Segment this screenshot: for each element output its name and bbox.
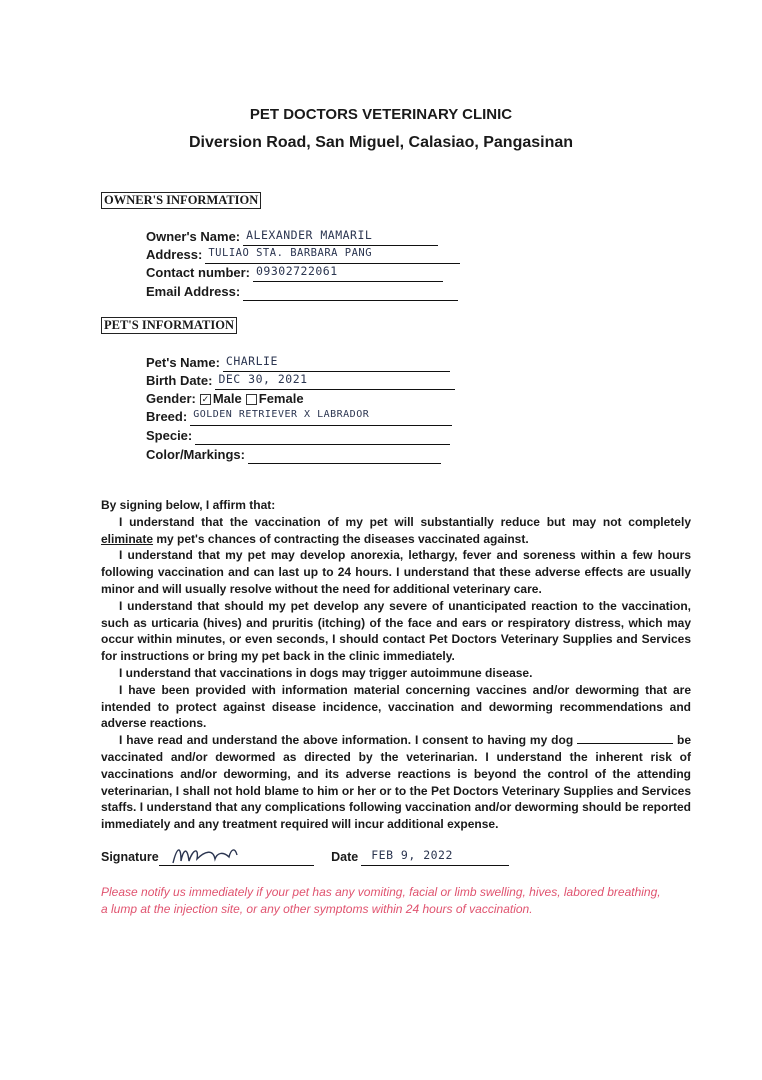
signature-field[interactable]: [159, 849, 314, 866]
owner-section-title: OWNER'S INFORMATION: [101, 192, 261, 209]
affirm-paragraph-2: I understand that my pet may develop anorexia, lethargy, fever and soreness within a few hours following vaccination and can last up to 24 hours. I understand that these adverse effects are usually minor and will usually resolve without the need for additional veterinary care.: [101, 548, 691, 596]
owner-email-label: Email Address:: [146, 284, 241, 299]
affirm-paragraph-5: I have been provided with information material concerning vaccines and/or deworming that are intended to protect against disease incidence, vaccination and deworming recommendations and adverse reactions.: [101, 682, 691, 731]
affirm-p6-part-a: I have read and understand the above information. I consent to having my dog: [119, 733, 578, 748]
pet-breed-value: GOLDEN RETRIEVER X LABRADOR: [193, 409, 370, 420]
pet-gender-label: Gender:: [146, 391, 196, 406]
owner-name-label: Owner's Name:: [146, 229, 241, 244]
pet-color-row: [146, 446, 441, 464]
affirm-intro: By signing below, I affirm that:: [101, 498, 276, 512]
pet-birth-field[interactable]: [215, 373, 455, 390]
female-checkbox[interactable]: [246, 394, 257, 405]
pet-name-value: CHARLIE: [225, 354, 278, 368]
female-option-label: Female: [258, 391, 304, 406]
signature-row: [101, 848, 509, 866]
date-field[interactable]: [361, 849, 509, 866]
affirm-paragraph-1: [101, 514, 691, 548]
affirm-p1-underlined: eliminate: [101, 531, 154, 546]
affirm-paragraph-4: I understand that vaccinations in dogs may trigger autoimmune disease.: [119, 665, 533, 680]
owner-contact-value: 09302722061: [256, 264, 338, 278]
owner-email-field[interactable]: [243, 284, 458, 301]
pet-specie-row: [146, 427, 450, 445]
pet-color-field[interactable]: [248, 447, 441, 464]
pet-breed-field[interactable]: [190, 409, 452, 426]
clinic-address: Diversion Road, San Miguel, Calasiao, Pangasinan: [188, 134, 574, 151]
affirmation-text: [101, 497, 691, 833]
pet-birth-label: Birth Date:: [146, 373, 213, 388]
affirm-p1-part-a: I understand that the vaccination of my pet will substantially reduce but may not completely: [119, 514, 691, 529]
affirm-paragraph-3: I understand that should my pet develop any severe of unanticipated reaction to the vaccination, such as urticaria (hives) and pruritis (itching) of the face and ears or respiratory distress, which may occur within minutes, or even seconds, I should contact Pet Doctors Veterinary Supplies and Services for instructions or bring my pet back in the clinic immediately.: [101, 598, 691, 664]
affirm-paragraph-6: [101, 732, 691, 833]
owner-contact-row: [146, 264, 443, 282]
owner-address-label: Address:: [146, 247, 203, 262]
clinic-name: PET DOCTORS VETERINARY CLINIC: [249, 106, 513, 123]
pet-breed-label: Breed:: [146, 409, 188, 424]
owner-address-value: TULIAO STA. BARBARA PANG: [208, 247, 373, 259]
pet-breed-row: [146, 408, 452, 426]
date-label: Date: [331, 850, 359, 864]
affirm-p6-part-b: be vaccinated and/or dewormed as directed by the veterinarian. I understand the inherent risk of vaccinations and/or deworming, and its adverse reactions is beyond the control of the attending veterinarian, I shall not hold blame to him or her or to the Pet Doctors Veterinary Supplies and Services staffs. I understand that any complications following vaccination and/or deworming should be reported immediately and any treatment required will incur additional expense.: [101, 733, 691, 832]
owner-name-value: ALEXANDER MAMARIL: [246, 228, 373, 242]
pet-specie-field[interactable]: [195, 428, 450, 445]
male-checkbox[interactable]: [200, 394, 211, 405]
date-value: FEB 9, 2022: [371, 848, 453, 862]
pet-section-title: PET'S INFORMATION: [101, 317, 237, 334]
pet-birth-row: [146, 372, 455, 390]
signature-label: Signature: [101, 850, 159, 864]
check-mark-icon: ✓: [201, 394, 210, 405]
pet-color-label: Color/Markings:: [146, 447, 245, 462]
vaccination-notice: Please notify us immediately if your pet has any vomiting, facial or limb swelling, hives, labored breathing, a lump at the injection site, or any other symptoms within 24 hours of vaccination.: [101, 885, 661, 916]
pet-name-label: Pet's Name:: [146, 355, 220, 370]
pet-specie-label: Specie:: [146, 428, 193, 443]
handwritten-signature: [169, 841, 249, 867]
owner-contact-field[interactable]: [253, 265, 443, 282]
affirm-p1-part-b: my pet's chances of contracting the diseases vaccinated against.: [153, 531, 529, 546]
owner-email-row: [146, 283, 458, 301]
pet-birth-value: DEC 30, 2021: [218, 372, 308, 386]
owner-contact-label: Contact number:: [146, 265, 250, 280]
male-option-label: Male: [212, 391, 242, 406]
dog-name-blank[interactable]: [577, 732, 673, 744]
